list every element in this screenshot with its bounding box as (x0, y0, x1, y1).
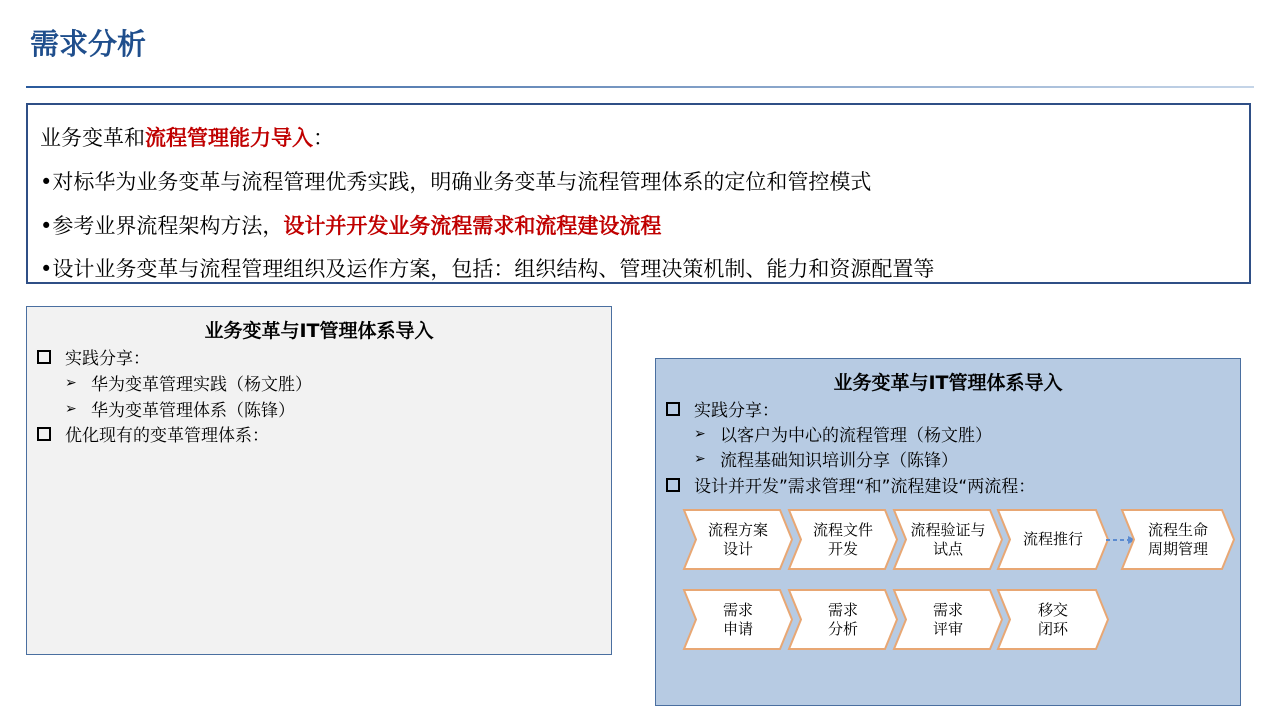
left-panel-subitem (65, 396, 295, 421)
checkbox-square-icon (666, 478, 680, 492)
arrow-bullet-icon: ➢ (694, 425, 706, 442)
left-panel-item-text: 优化现有的变革管理体系： (65, 426, 269, 446)
process-step-label: 流程文件 开发 (812, 520, 873, 558)
process-step-label: 移交 闭环 (1037, 600, 1068, 638)
intro-line-4: •设计业务变革与流程管理组织及运作方案，包括：组织结构、管理决策机制、能力和资源配置等 (40, 257, 935, 281)
process-step-label: 流程方案 设计 (707, 520, 768, 558)
checkbox-square-icon (666, 402, 680, 416)
left-panel-subitem-text: 华为变革管理体系（陈锋） (91, 401, 295, 421)
right-panel-item-text: 实践分享： (694, 401, 779, 421)
checkbox-square-icon (37, 350, 51, 364)
right-panel-subitem-text: 流程基础知识培训分享（陈锋） (720, 451, 958, 471)
left-panel-item (37, 421, 269, 446)
left-panel-subitem-text: 华为变革管理实践（杨文胜） (91, 375, 312, 395)
right-panel-item-text: 设计并开发”需求管理“和”流程建设“两流程： (694, 477, 1036, 497)
process-step-label: 流程验证与 试点 (910, 520, 986, 558)
intro-box (26, 103, 1251, 284)
checkbox-square-icon (37, 427, 51, 441)
left-panel-item-text: 实践分享： (65, 349, 150, 369)
title-divider (26, 86, 1254, 88)
left-panel (26, 306, 612, 655)
left-panel-subitem (65, 370, 312, 395)
intro-line-1-prefix: 业务变革和 (40, 126, 145, 150)
process-step-2 (789, 510, 897, 569)
right-panel-subitem (694, 446, 958, 471)
demand-step-2 (789, 590, 897, 649)
demand-step-1 (684, 590, 792, 649)
left-panel-item (37, 344, 150, 369)
demand-step-3 (894, 590, 1002, 649)
arrow-bullet-icon: ➢ (65, 374, 77, 391)
page-title: 需求分析 (30, 27, 147, 61)
right-panel-title: 业务变革与IT管理体系导入 (833, 372, 1063, 394)
left-panel-title: 业务变革与IT管理体系导入 (204, 320, 434, 342)
process-step-label: 需求 申请 (722, 600, 753, 638)
intro-line-2: •对标华为业务变革与流程管理优秀实践，明确业务变革与流程管理体系的定位和管控模式 (40, 170, 872, 194)
process-step-label: 需求 评审 (932, 600, 963, 638)
right-panel-subitem (694, 421, 992, 446)
process-step-label: 流程推行 (1022, 530, 1083, 548)
intro-line-1 (40, 122, 334, 152)
process-step-label: 需求 分析 (827, 600, 858, 638)
right-panel-item (666, 472, 1035, 497)
intro-line-3 (40, 210, 661, 240)
process-step-5 (1122, 510, 1234, 569)
arrow-bullet-icon: ➢ (65, 400, 77, 417)
process-step-4 (998, 510, 1108, 569)
intro-line-3-highlight: 设计并开发业务流程需求和流程建设流程 (283, 214, 662, 238)
right-panel-item (666, 396, 779, 421)
intro-line-1-highlight: 流程管理能力导入 (145, 126, 313, 150)
right-panel-subitem-text: 以客户为中心的流程管理（杨文胜） (720, 426, 992, 446)
intro-line-3-prefix: •参考业界流程架构方法， (40, 214, 284, 238)
process-step-3 (894, 510, 1002, 569)
arrow-bullet-icon: ➢ (694, 450, 706, 467)
demand-step-4 (998, 590, 1108, 649)
process-step-1 (684, 510, 792, 569)
process-step-label: 流程生命 周期管理 (1147, 520, 1208, 558)
intro-line-1-suffix: ： (313, 126, 334, 150)
